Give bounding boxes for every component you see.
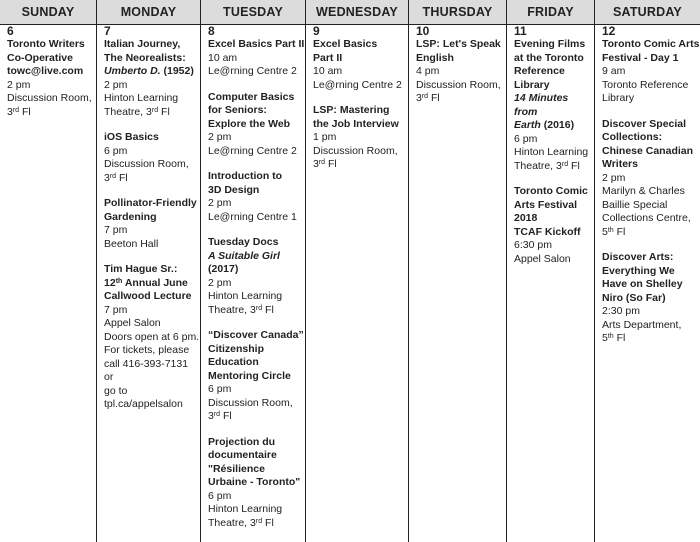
event-time: 10 am: [208, 51, 238, 64]
event-location: Library: [602, 92, 635, 104]
event-title: at the Toronto: [514, 51, 584, 64]
event-film: Earth (2016): [514, 119, 575, 131]
event-floor: 3rd Fl: [7, 105, 31, 118]
event-floor: 5th Fl: [602, 225, 626, 238]
event-shelley-niro: [602, 251, 700, 346]
event-chinese-canadian-writers: [602, 118, 700, 240]
event-location: Le@rning Centre 2: [208, 65, 297, 77]
header-tuesday: TUESDAY: [201, 0, 306, 24]
event-location: Collections Centre,: [602, 212, 691, 224]
event-time: 2 pm: [208, 197, 232, 209]
header-thursday: THURSDAY: [409, 0, 507, 24]
event-title: Excel Basics: [313, 38, 378, 50]
event-title: Urbaine - Toronto": [208, 476, 301, 488]
event-title: for Seniors:: [208, 104, 267, 116]
event-excel-basics-ii: [208, 38, 305, 79]
event-note: For tickets, please: [104, 344, 190, 356]
header-friday: FRIDAY: [507, 0, 595, 24]
event-time: 10 am: [313, 65, 343, 77]
event-location: Baillie Special: [602, 198, 668, 211]
event-title: Tuesday Docs: [208, 236, 279, 248]
event-title: “Discover Canada”: [208, 329, 304, 341]
day-cell-wednesday: [306, 24, 409, 542]
event-location: Appel Salon: [104, 317, 161, 329]
date-number: 7: [104, 24, 111, 38]
event-time: 6 pm: [208, 383, 232, 395]
event-location: Le@rning Centre 2: [313, 78, 402, 91]
event-discover-canada: [208, 329, 305, 424]
event-time: 2 pm: [104, 78, 128, 91]
event-title: 2018: [514, 212, 538, 224]
header-wednesday: WEDNESDAY: [306, 0, 409, 24]
event-title: Explore the Web: [208, 117, 291, 130]
day-cell-monday: [97, 24, 201, 542]
event-title: Callwood Lecture: [104, 290, 192, 302]
event-title: Italian Journey,: [104, 38, 181, 50]
event-floor: 5th Fl: [602, 332, 626, 344]
event-title: LSP: Let's Speak: [416, 38, 501, 50]
event-title: Everything We: [602, 264, 675, 277]
event-tuesday-docs: [208, 236, 305, 317]
event-title: Festival - Day 1: [602, 51, 679, 64]
event-ticket-link[interactable]: tpl.ca/appelsalon: [104, 398, 183, 410]
event-time: 4 pm: [416, 65, 440, 77]
event-floor: Theatre, 3rd Fl: [208, 303, 274, 316]
event-time: 7 pm: [104, 224, 128, 236]
event-title: Library: [514, 78, 550, 91]
event-floor: Theatre, 3rd Fl: [514, 159, 580, 172]
event-title: 3D Design: [208, 183, 260, 196]
event-title: Computer Basics: [208, 90, 295, 103]
event-title: "Résilience: [208, 462, 265, 475]
header-saturday: SATURDAY: [613, 5, 682, 19]
event-title: Niro (So Far): [602, 291, 666, 304]
event-lsp-job-interview: [313, 104, 408, 172]
event-time: 6 pm: [208, 489, 232, 502]
event-time: 1 pm: [313, 131, 337, 143]
event-title: Pollinator-Friendly: [104, 197, 197, 209]
date-number: 6: [7, 24, 14, 38]
event-title: Gardening: [104, 210, 157, 223]
event-location: Discussion Room,: [104, 158, 189, 170]
event-title: Discover Arts:: [602, 251, 674, 263]
event-time: 2 pm: [602, 171, 626, 184]
event-title: Toronto Writers: [7, 38, 85, 50]
event-title: Discover Special: [602, 117, 687, 130]
event-location: Arts Department,: [602, 318, 682, 331]
event-title: The Neorealists:: [104, 51, 186, 64]
event-title: Writers: [602, 158, 638, 170]
date-number: 11: [514, 24, 527, 38]
event-time: 2 pm: [208, 131, 232, 143]
event-title: 12th Annual June: [104, 276, 188, 289]
event-film: A Suitable Girl: [208, 249, 280, 262]
event-pollinator-gardening: [104, 197, 200, 251]
event-location: Discussion Room,: [416, 78, 501, 91]
weekday-header-row: [0, 0, 700, 25]
calendar-week-row: [0, 24, 700, 542]
day-cell-tuesday: [201, 24, 306, 542]
event-floor: Theatre, 3rd Fl: [104, 105, 170, 118]
event-title: Part II: [313, 51, 343, 64]
date-number: 8: [208, 24, 215, 38]
event-location: Le@rning Centre 1: [208, 210, 297, 223]
event-time: 6 pm: [104, 144, 128, 157]
event-location: Discussion Room,: [7, 92, 92, 104]
event-location: Toronto Reference: [602, 78, 689, 91]
event-film: Umberto D. (1952): [104, 65, 194, 77]
event-email: towc@live.com: [7, 65, 84, 77]
event-location: Le@rning Centre 2: [208, 144, 297, 157]
header-sunday: SUNDAY: [0, 0, 97, 24]
event-floor: Theatre, 3rd Fl: [208, 516, 274, 529]
event-location: Appel Salon: [514, 252, 571, 265]
event-floor: 3rd Fl: [416, 92, 440, 104]
event-location: Discussion Room,: [313, 144, 398, 157]
event-resilience-urbaine: [208, 436, 305, 531]
event-excel-basics-ii: [313, 38, 408, 92]
event-title: TCAF Kickoff: [514, 225, 581, 238]
event-title: the Job Interview: [313, 117, 399, 130]
event-time: 9 am: [602, 65, 626, 77]
event-title: Mentoring Circle: [208, 369, 291, 382]
header-monday: MONDAY: [97, 0, 201, 24]
day-cell-friday: [507, 24, 595, 542]
event-title: iOS Basics: [104, 131, 159, 143]
event-title: Reference: [514, 65, 565, 77]
event-tcaf-day-1: [602, 38, 700, 106]
event-floor: 3rd Fl: [208, 410, 232, 422]
event-location: Hinton Learning: [208, 290, 283, 302]
event-title: Toronto Comic Arts: [602, 38, 700, 50]
event-italian-journey: [104, 38, 200, 119]
event-floor: 3rd Fl: [313, 158, 337, 170]
event-title: Projection du: [208, 435, 276, 448]
event-time: 7 pm: [104, 303, 128, 316]
event-floor: 3rd Fl: [104, 171, 128, 184]
day-cell-thursday: [409, 24, 507, 542]
event-title: English: [416, 51, 454, 64]
event-location: Hinton Learning: [208, 503, 283, 515]
event-time: 6:30 pm: [514, 239, 552, 251]
event-ios-basics: [104, 131, 200, 185]
event-tcaf-kickoff: [514, 185, 594, 266]
date-number: 12: [602, 24, 616, 38]
event-note: go to: [104, 384, 128, 397]
day-cell-saturday: [595, 24, 700, 542]
event-lsp-speak-english: [416, 38, 506, 106]
event-note: call 416-393-7131 or: [104, 357, 189, 383]
event-computer-basics-seniors: [208, 91, 305, 159]
event-film-year: (2017): [208, 263, 239, 275]
event-location: Hinton Learning: [514, 146, 589, 158]
event-title: Tim Hague Sr.:: [104, 263, 178, 275]
event-title: Excel Basics Part II: [208, 38, 305, 50]
event-film: 14 Minutes from: [514, 92, 569, 118]
event-location: Marilyn & Charles: [602, 185, 685, 197]
event-evening-films: [514, 38, 594, 173]
event-time: 6 pm: [514, 132, 538, 145]
event-title: Toronto Comic: [514, 185, 588, 197]
date-number: 9: [313, 24, 320, 38]
event-time: 2 pm: [7, 78, 31, 91]
event-title: Co-Operative: [7, 51, 73, 64]
event-title: documentaire: [208, 449, 277, 461]
event-time: 2:30 pm: [602, 305, 640, 317]
day-cell-sunday: [0, 24, 97, 542]
event-title: Citizenship: [208, 342, 265, 355]
event-title: Education: [208, 356, 259, 368]
event-location: Discussion Room,: [208, 396, 293, 409]
event-title: Introduction to: [208, 170, 283, 182]
event-callwood-lecture: [104, 263, 200, 412]
event-toronto-writers: [7, 38, 96, 119]
event-title: Have on Shelley: [602, 278, 683, 290]
event-time: 2 pm: [208, 276, 232, 289]
event-location: Beeton Hall: [104, 237, 159, 250]
event-title: Collections:: [602, 131, 663, 143]
event-3d-design: [208, 170, 305, 224]
date-number: 10: [416, 24, 430, 38]
event-title: LSP: Mastering: [313, 104, 390, 116]
event-title: Arts Festival: [514, 198, 578, 211]
event-note: Doors open at 6 pm.: [104, 330, 200, 343]
event-location: Hinton Learning: [104, 92, 179, 104]
event-title: Chinese Canadian: [602, 144, 694, 157]
event-title: Evening Films: [514, 38, 586, 50]
